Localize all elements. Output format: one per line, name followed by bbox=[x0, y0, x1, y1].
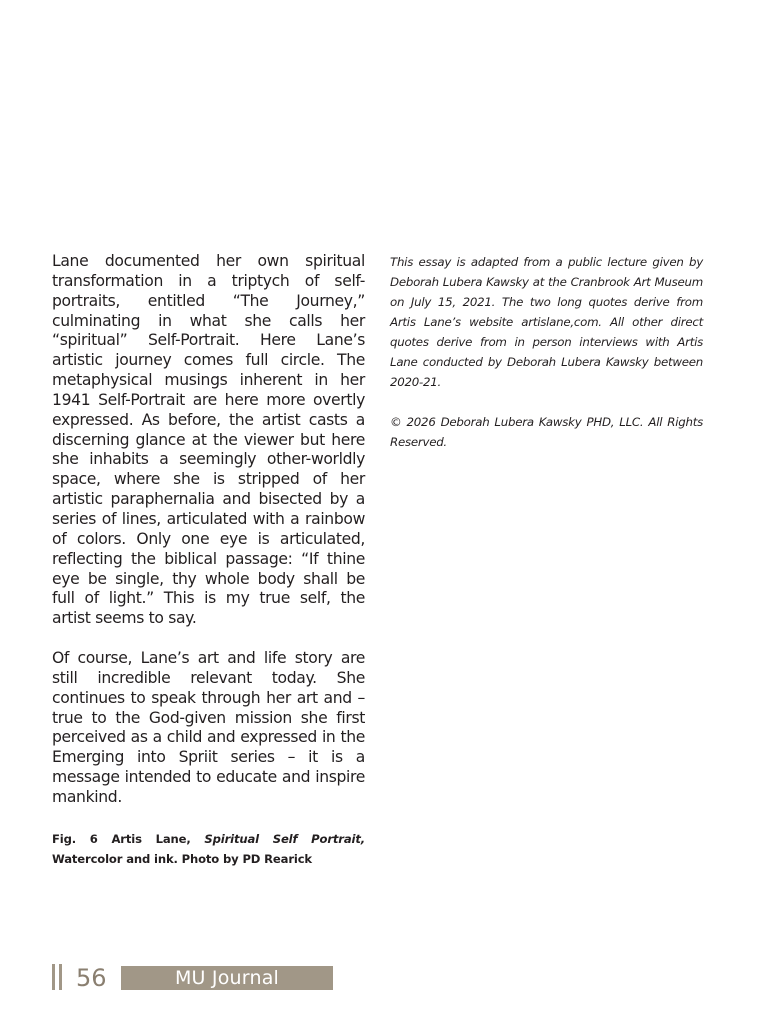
caption-suffix: Watercolor and ink. Photo by PD Rearick bbox=[52, 851, 312, 866]
copyright-notice: © 2026 Deborah Lubera Kawsky PHD, LLC. All Rights Reserved. bbox=[390, 415, 703, 449]
page-number: 56 bbox=[76, 964, 107, 992]
caption-artwork-title: Spiritual Self Portrait, bbox=[204, 831, 365, 846]
footer-bar bbox=[52, 964, 55, 990]
main-text-column bbox=[52, 252, 365, 869]
footer-bar bbox=[59, 964, 62, 990]
body-paragraph-2: Of course, Lane’s art and life story are still incredible relevant today. She continues to speak through her art and – true to the God-given mission she first perceived as a child and expressed in the Emerging into Spriit series – it is a message intended to educate and inspire mankind. bbox=[52, 649, 365, 806]
source-note: This essay is adapted from a public lecture given by Deborah Lubera Kawsky at the Cranbrook Art Museum on July 15, 2021. The two long quotes derive from Artis Lane’s website artislane,com. All other direct quotes derive from in person interviews with Artis Lane conducted by Deborah Lubera Kawsky between 2020-21. bbox=[390, 255, 703, 389]
journal-name: MU Journal bbox=[174, 967, 280, 989]
notes-column bbox=[390, 252, 703, 452]
figure-caption bbox=[52, 829, 365, 869]
journal-name-band bbox=[121, 966, 333, 990]
footer-bars-ornament bbox=[52, 964, 64, 990]
caption-prefix: Fig. 6 Artis Lane, bbox=[52, 831, 205, 846]
body-paragraph-1: Lane documented her own spiritual transformation in a triptych of self-portraits, entitled “The Journey,” culminating in what she calls her “spiritual” Self-Portrait. Here Lane’s artistic journey comes full circle. The metaphysical musings inherent in her 1941 Self-Portrait are here more overtly expressed. As before, the artist casts a discerning glance at the viewer but here she inhabits a seemingly other-worldly space, where she is stripped of her artistic paraphernalia and bisected by a series of lines, articulated with a rainbow of colors. Only one eye is articulated, reflecting the biblical passage: “If thine eye be single, thy whole body shall be full of light.” This is my true self, the artist seems to say. bbox=[52, 252, 365, 628]
